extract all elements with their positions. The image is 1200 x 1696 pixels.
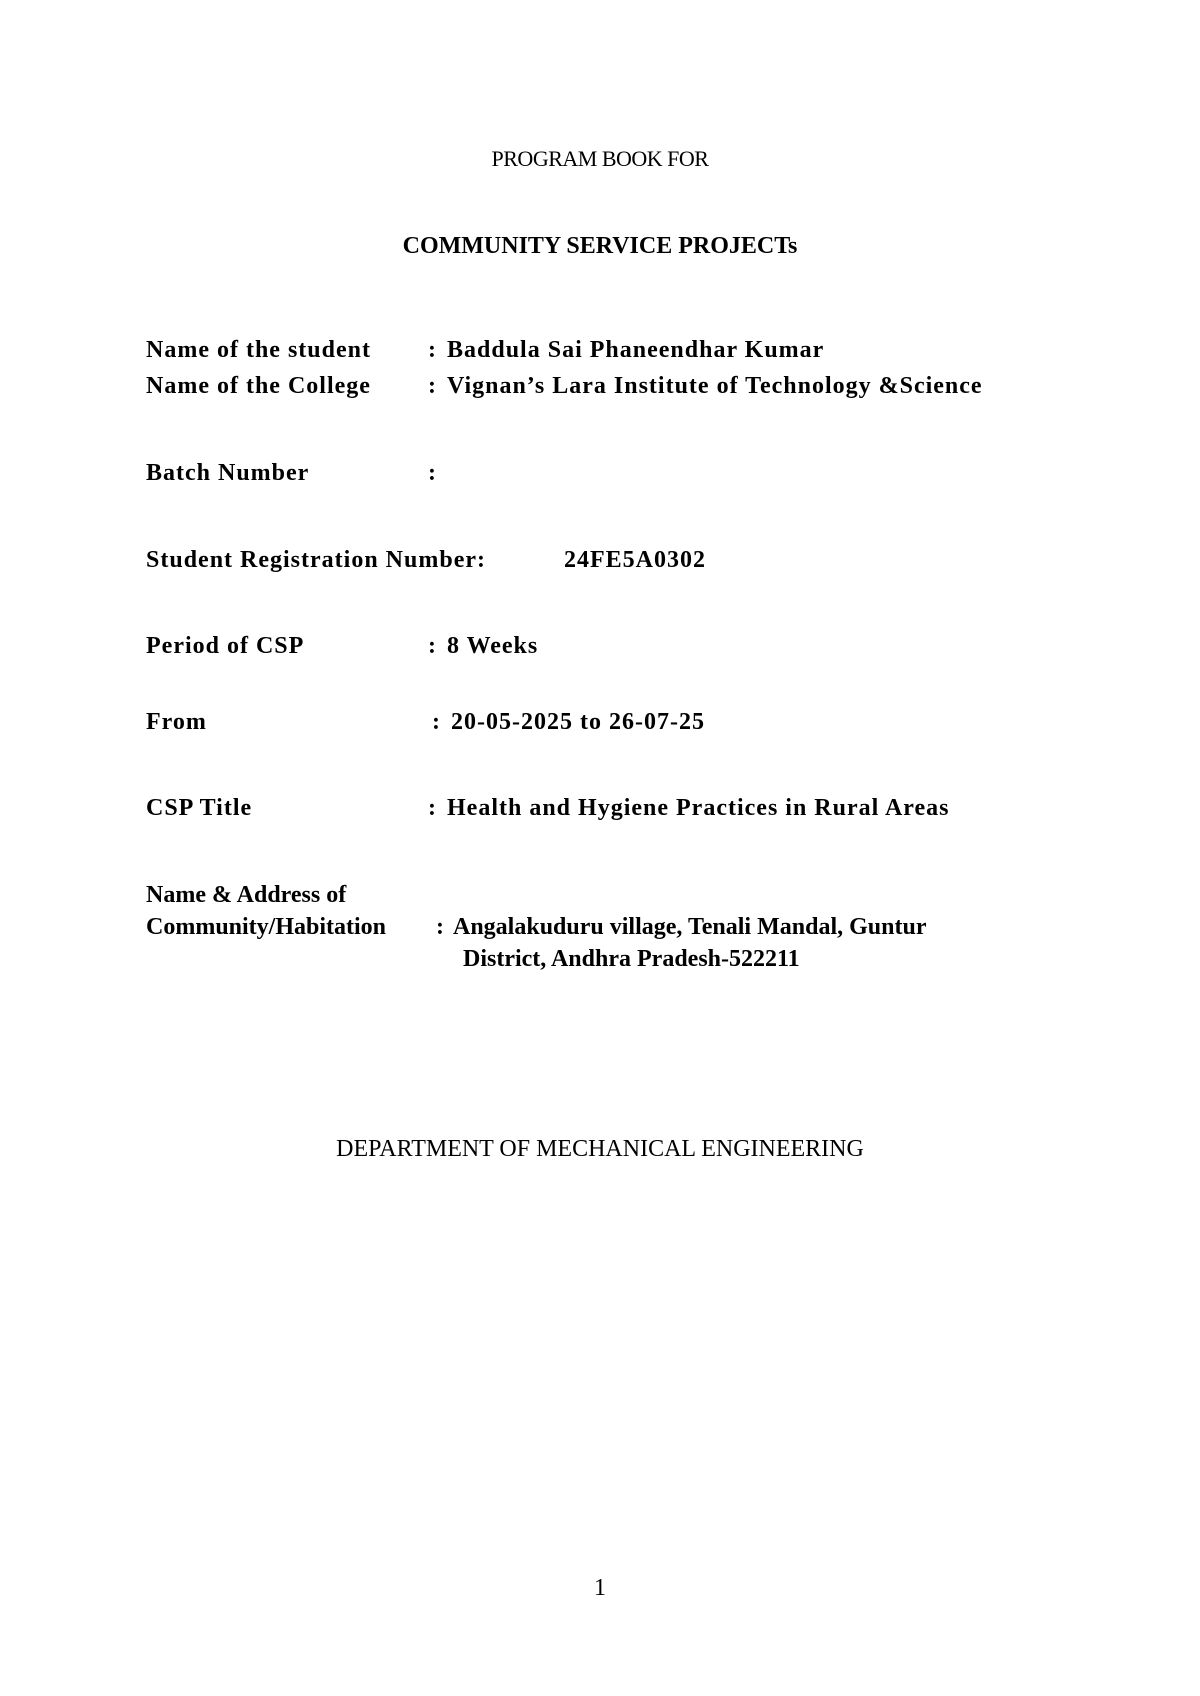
address-label-line1: Name & Address of (146, 882, 347, 908)
batch-number-separator: : (428, 460, 437, 486)
address-separator: : (436, 914, 444, 940)
student-name-label: Name of the student (146, 337, 371, 363)
address-label-line2: Community/Habitation (146, 914, 387, 940)
csp-title-separator: : (428, 795, 437, 821)
csp-title-label: CSP Title (146, 795, 253, 821)
department-name: DEPARTMENT OF MECHANICAL ENGINEERING (336, 1136, 864, 1162)
page-number: 1 (594, 1575, 606, 1601)
college-name-value: Vignan’s Lara Institute of Technology &Science (447, 373, 983, 399)
registration-label: Student Registration Number: (146, 547, 486, 573)
address-value-line2: District, Andhra Pradesh-522211 (463, 946, 800, 972)
registration-value: 24FE5A0302 (564, 547, 706, 573)
college-name-separator: : (428, 373, 437, 399)
from-value: 20-05-2025 to 26-07-25 (451, 709, 705, 735)
college-name-label: Name of the College (146, 373, 371, 399)
period-label: Period of CSP (146, 633, 305, 659)
address-value-line1: Angalakuduru village, Tenali Mandal, Guntur (453, 914, 927, 940)
student-name-value: Baddula Sai Phaneendhar Kumar (447, 337, 825, 363)
program-book-heading: PROGRAM BOOK FOR (491, 146, 709, 171)
period-value: 8 Weeks (447, 633, 539, 659)
batch-number-label: Batch Number (146, 460, 310, 486)
csp-title-value: Health and Hygiene Practices in Rural Areas (447, 795, 950, 821)
document-title: COMMUNITY SERVICE PROJECTs (402, 233, 798, 259)
period-separator: : (428, 633, 437, 659)
student-name-separator: : (428, 337, 437, 363)
from-separator: : (432, 709, 441, 735)
from-label: From (146, 709, 207, 735)
